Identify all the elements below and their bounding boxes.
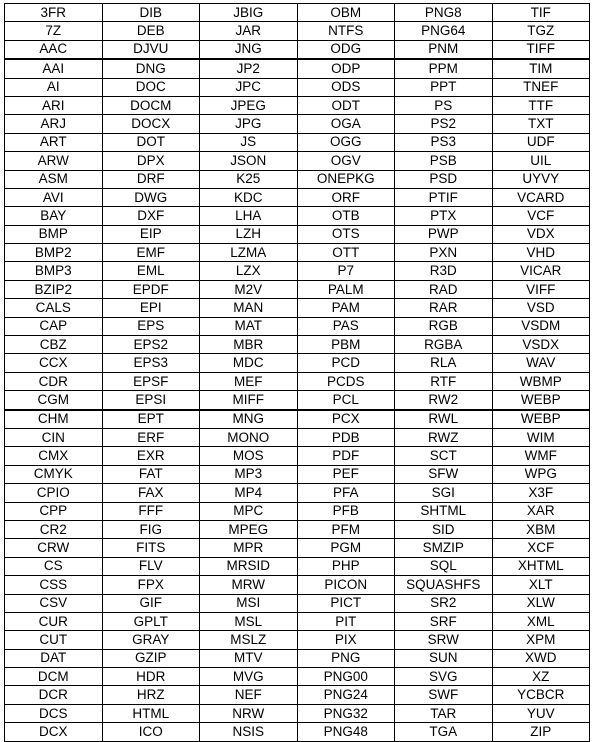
table-cell: PICT xyxy=(297,594,395,612)
table-cell: CRW xyxy=(5,539,103,557)
table-cell: EPSI xyxy=(102,391,200,410)
table-cell: DJVU xyxy=(102,40,200,59)
table-cell: MONO xyxy=(200,428,298,446)
table-cell: ODG xyxy=(297,40,395,59)
table-cell: GIF xyxy=(102,594,200,612)
table-row xyxy=(5,354,590,372)
table-cell: PBM xyxy=(297,336,395,354)
table-cell: CHM xyxy=(5,410,103,429)
table-cell: MP3 xyxy=(200,465,298,483)
table-row xyxy=(5,207,590,225)
table-cell: MPR xyxy=(200,539,298,557)
table-cell: EPS2 xyxy=(102,336,200,354)
table-cell: SCT xyxy=(395,447,493,465)
file-format-table-body xyxy=(5,4,590,742)
table-row xyxy=(5,244,590,262)
table-cell: PIX xyxy=(297,631,395,649)
table-row xyxy=(5,428,590,446)
table-cell: PCX xyxy=(297,410,395,429)
table-cell: PWP xyxy=(395,225,493,243)
table-cell: TIFF xyxy=(492,40,590,59)
table-cell: FPX xyxy=(102,576,200,594)
table-cell: SUN xyxy=(395,649,493,667)
table-cell: RWL xyxy=(395,410,493,429)
table-cell: CGM xyxy=(5,391,103,410)
table-cell: XAR xyxy=(492,502,590,520)
table-cell: VSD xyxy=(492,299,590,317)
table-cell: EXR xyxy=(102,447,200,465)
table-cell: PEF xyxy=(297,465,395,483)
table-cell: CIN xyxy=(5,428,103,446)
table-cell: XHTML xyxy=(492,557,590,575)
table-cell: TXT xyxy=(492,115,590,133)
table-cell: BMP2 xyxy=(5,244,103,262)
table-cell: GZIP xyxy=(102,649,200,667)
table-row xyxy=(5,317,590,335)
table-cell: P7 xyxy=(297,262,395,280)
table-cell: TAR xyxy=(395,704,493,722)
table-cell: BMP3 xyxy=(5,262,103,280)
table-cell: ART xyxy=(5,133,103,151)
table-cell: PICON xyxy=(297,576,395,594)
table-cell: RGBA xyxy=(395,336,493,354)
table-cell: HRZ xyxy=(102,686,200,704)
table-cell: DOC xyxy=(102,78,200,96)
table-row xyxy=(5,188,590,206)
table-cell: WPG xyxy=(492,465,590,483)
table-row xyxy=(5,465,590,483)
table-cell: JSON xyxy=(200,152,298,170)
table-cell: WMF xyxy=(492,447,590,465)
table-row xyxy=(5,612,590,630)
table-row xyxy=(5,484,590,502)
table-cell: LHA xyxy=(200,207,298,225)
table-cell: SMZIP xyxy=(395,539,493,557)
table-cell: MSLZ xyxy=(200,631,298,649)
table-cell: GPLT xyxy=(102,612,200,630)
table-cell: PS2 xyxy=(395,115,493,133)
table-cell: OGG xyxy=(297,133,395,151)
table-cell: TIF xyxy=(492,4,590,22)
table-cell: MRW xyxy=(200,576,298,594)
table-cell: EPDF xyxy=(102,280,200,298)
table-cell: PDB xyxy=(297,428,395,446)
table-cell: EPT xyxy=(102,410,200,429)
table-cell: FFF xyxy=(102,502,200,520)
table-cell: VICAR xyxy=(492,262,590,280)
table-cell: PPM xyxy=(395,59,493,78)
table-cell: ODP xyxy=(297,59,395,78)
table-cell: CPIO xyxy=(5,484,103,502)
table-cell: MRSID xyxy=(200,557,298,575)
table-cell: DRF xyxy=(102,170,200,188)
table-row xyxy=(5,502,590,520)
table-cell: PNM xyxy=(395,40,493,59)
table-cell: ODS xyxy=(297,78,395,96)
table-cell: AAI xyxy=(5,59,103,78)
table-cell: SHTML xyxy=(395,502,493,520)
table-cell: PGM xyxy=(297,539,395,557)
table-cell: ZIP xyxy=(492,723,590,741)
table-cell: CSS xyxy=(5,576,103,594)
table-cell: NTFS xyxy=(297,22,395,40)
table-cell: NEF xyxy=(200,686,298,704)
table-cell: K25 xyxy=(200,170,298,188)
table-cell: FAX xyxy=(102,484,200,502)
table-cell: PFB xyxy=(297,502,395,520)
table-cell: JP2 xyxy=(200,59,298,78)
table-cell: CCX xyxy=(5,354,103,372)
table-row xyxy=(5,133,590,151)
table-cell: WIM xyxy=(492,428,590,446)
table-cell: OTT xyxy=(297,244,395,262)
table-cell: CSV xyxy=(5,594,103,612)
table-cell: PFA xyxy=(297,484,395,502)
table-cell: FLV xyxy=(102,557,200,575)
table-cell: RGB xyxy=(395,317,493,335)
table-cell: LZH xyxy=(200,225,298,243)
table-cell: 3FR xyxy=(5,4,103,22)
table-cell: HDR xyxy=(102,668,200,686)
table-cell: PNG24 xyxy=(297,686,395,704)
document-page xyxy=(4,3,590,742)
table-cell: R3D xyxy=(395,262,493,280)
table-cell: MIFF xyxy=(200,391,298,410)
table-cell: DPX xyxy=(102,152,200,170)
table-cell: TGZ xyxy=(492,22,590,40)
table-cell: PNG64 xyxy=(395,22,493,40)
table-cell: BMP xyxy=(5,225,103,243)
table-cell: NRW xyxy=(200,704,298,722)
table-cell: ARI xyxy=(5,96,103,114)
table-cell: PS xyxy=(395,96,493,114)
table-cell: SR2 xyxy=(395,594,493,612)
table-cell: JAR xyxy=(200,22,298,40)
table-cell: MDC xyxy=(200,354,298,372)
table-cell: DXF xyxy=(102,207,200,225)
table-cell: DIB xyxy=(102,4,200,22)
table-row xyxy=(5,520,590,538)
table-cell: EML xyxy=(102,262,200,280)
table-cell: PS3 xyxy=(395,133,493,151)
table-cell: SRW xyxy=(395,631,493,649)
table-cell: EIP xyxy=(102,225,200,243)
table-cell: ICO xyxy=(102,723,200,741)
table-cell: PCD xyxy=(297,354,395,372)
table-cell: XML xyxy=(492,612,590,630)
table-row xyxy=(5,336,590,354)
table-cell: CR2 xyxy=(5,520,103,538)
table-cell: MP4 xyxy=(200,484,298,502)
table-row xyxy=(5,22,590,40)
table-cell: MEF xyxy=(200,372,298,390)
table-cell: MBR xyxy=(200,336,298,354)
table-cell: KDC xyxy=(200,188,298,206)
table-cell: VCF xyxy=(492,207,590,225)
table-cell: TGA xyxy=(395,723,493,741)
table-cell: SID xyxy=(395,520,493,538)
table-cell: PNG00 xyxy=(297,668,395,686)
table-cell: YUV xyxy=(492,704,590,722)
table-cell: BAY xyxy=(5,207,103,225)
table-cell: ODT xyxy=(297,96,395,114)
table-row xyxy=(5,152,590,170)
table-cell: CMYK xyxy=(5,465,103,483)
table-row xyxy=(5,170,590,188)
table-cell: PNG xyxy=(297,649,395,667)
table-cell: MTV xyxy=(200,649,298,667)
table-cell: CAP xyxy=(5,317,103,335)
table-cell: BZIP2 xyxy=(5,280,103,298)
table-cell: ARW xyxy=(5,152,103,170)
table-cell: MPEG xyxy=(200,520,298,538)
table-cell: EPS3 xyxy=(102,354,200,372)
table-cell: SFW xyxy=(395,465,493,483)
table-cell: JPG xyxy=(200,115,298,133)
table-cell: CALS xyxy=(5,299,103,317)
table-cell: ARJ xyxy=(5,115,103,133)
table-cell: RAR xyxy=(395,299,493,317)
table-cell: 7Z xyxy=(5,22,103,40)
table-cell: DAT xyxy=(5,649,103,667)
table-row xyxy=(5,649,590,667)
table-row xyxy=(5,704,590,722)
table-cell: JS xyxy=(200,133,298,151)
table-cell: RW2 xyxy=(395,391,493,410)
table-cell: M2V xyxy=(200,280,298,298)
table-cell: VCARD xyxy=(492,188,590,206)
table-cell: PCL xyxy=(297,391,395,410)
table-cell: PFM xyxy=(297,520,395,538)
table-row xyxy=(5,299,590,317)
table-cell: TTF xyxy=(492,96,590,114)
table-cell: VDX xyxy=(492,225,590,243)
table-row xyxy=(5,225,590,243)
table-cell: XCF xyxy=(492,539,590,557)
table-cell: CMX xyxy=(5,447,103,465)
table-cell: WEBP xyxy=(492,391,590,410)
table-row xyxy=(5,447,590,465)
table-cell: TIM xyxy=(492,59,590,78)
table-row xyxy=(5,576,590,594)
table-cell: DEB xyxy=(102,22,200,40)
table-cell: VHD xyxy=(492,244,590,262)
table-cell: EPS xyxy=(102,317,200,335)
table-cell: EPI xyxy=(102,299,200,317)
table-cell: ASM xyxy=(5,170,103,188)
table-row xyxy=(5,262,590,280)
table-cell: JPEG xyxy=(200,96,298,114)
table-cell: XBM xyxy=(492,520,590,538)
table-cell: VIFF xyxy=(492,280,590,298)
table-cell: XZ xyxy=(492,668,590,686)
table-cell: PSB xyxy=(395,152,493,170)
table-cell: XLW xyxy=(492,594,590,612)
table-cell: SGI xyxy=(395,484,493,502)
table-row xyxy=(5,78,590,96)
table-cell: OTS xyxy=(297,225,395,243)
table-cell: PSD xyxy=(395,170,493,188)
table-cell: OBM xyxy=(297,4,395,22)
table-cell: ORF xyxy=(297,188,395,206)
table-row xyxy=(5,372,590,390)
table-cell: PAS xyxy=(297,317,395,335)
table-row xyxy=(5,668,590,686)
table-cell: RLA xyxy=(395,354,493,372)
table-cell: PALM xyxy=(297,280,395,298)
table-cell: UYVY xyxy=(492,170,590,188)
table-cell: UIL xyxy=(492,152,590,170)
table-cell: EPSF xyxy=(102,372,200,390)
table-row xyxy=(5,391,590,410)
table-cell: PPT xyxy=(395,78,493,96)
table-cell: OTB xyxy=(297,207,395,225)
table-row xyxy=(5,723,590,741)
table-row xyxy=(5,280,590,298)
table-cell: DCS xyxy=(5,704,103,722)
table-row xyxy=(5,686,590,704)
table-cell: WEBP xyxy=(492,410,590,429)
table-cell: ONEPKG xyxy=(297,170,395,188)
table-cell: FIG xyxy=(102,520,200,538)
table-cell: MSL xyxy=(200,612,298,630)
table-row xyxy=(5,4,590,22)
table-cell: XLT xyxy=(492,576,590,594)
table-cell: TNEF xyxy=(492,78,590,96)
table-cell: SVG xyxy=(395,668,493,686)
table-cell: XWD xyxy=(492,649,590,667)
table-cell: MAN xyxy=(200,299,298,317)
table-cell: FITS xyxy=(102,539,200,557)
table-cell: PNG48 xyxy=(297,723,395,741)
table-cell: JNG xyxy=(200,40,298,59)
table-cell: LZMA xyxy=(200,244,298,262)
table-cell: MSI xyxy=(200,594,298,612)
table-cell: ERF xyxy=(102,428,200,446)
table-row xyxy=(5,557,590,575)
table-cell: PXN xyxy=(395,244,493,262)
table-cell: UDF xyxy=(492,133,590,151)
table-row xyxy=(5,539,590,557)
table-row xyxy=(5,631,590,649)
table-row xyxy=(5,594,590,612)
table-cell: DCX xyxy=(5,723,103,741)
table-cell: AAC xyxy=(5,40,103,59)
table-cell: VSDX xyxy=(492,336,590,354)
table-cell: YCBCR xyxy=(492,686,590,704)
table-cell: XPM xyxy=(492,631,590,649)
table-row xyxy=(5,115,590,133)
file-format-table xyxy=(4,3,590,742)
table-cell: FAT xyxy=(102,465,200,483)
table-cell: GRAY xyxy=(102,631,200,649)
table-cell: X3F xyxy=(492,484,590,502)
table-cell: CUT xyxy=(5,631,103,649)
table-cell: DWG xyxy=(102,188,200,206)
table-cell: OGA xyxy=(297,115,395,133)
table-cell: MOS xyxy=(200,447,298,465)
table-cell: SQL xyxy=(395,557,493,575)
table-cell: PTX xyxy=(395,207,493,225)
table-cell: RWZ xyxy=(395,428,493,446)
table-cell: PDF xyxy=(297,447,395,465)
table-cell: WAV xyxy=(492,354,590,372)
table-cell: RAD xyxy=(395,280,493,298)
table-cell: LZX xyxy=(200,262,298,280)
table-cell: RTF xyxy=(395,372,493,390)
table-cell: PNG8 xyxy=(395,4,493,22)
table-cell: VSDM xyxy=(492,317,590,335)
table-row xyxy=(5,40,590,59)
table-cell: MNG xyxy=(200,410,298,429)
table-cell: HTML xyxy=(102,704,200,722)
table-cell: DOCX xyxy=(102,115,200,133)
table-cell: NSIS xyxy=(200,723,298,741)
table-cell: DCR xyxy=(5,686,103,704)
table-cell: CS xyxy=(5,557,103,575)
table-cell: SWF xyxy=(395,686,493,704)
table-cell: DCM xyxy=(5,668,103,686)
table-cell: AI xyxy=(5,78,103,96)
table-cell: PIT xyxy=(297,612,395,630)
table-cell: MAT xyxy=(200,317,298,335)
table-cell: JBIG xyxy=(200,4,298,22)
table-row xyxy=(5,59,590,78)
table-cell: AVI xyxy=(5,188,103,206)
table-cell: PTIF xyxy=(395,188,493,206)
table-cell: PHP xyxy=(297,557,395,575)
table-cell: CDR xyxy=(5,372,103,390)
table-cell: PAM xyxy=(297,299,395,317)
table-cell: PNG32 xyxy=(297,704,395,722)
table-row xyxy=(5,410,590,429)
table-cell: DOCM xyxy=(102,96,200,114)
table-cell: MPC xyxy=(200,502,298,520)
table-cell: JPC xyxy=(200,78,298,96)
table-cell: PCDS xyxy=(297,372,395,390)
table-cell: WBMP xyxy=(492,372,590,390)
table-cell: CPP xyxy=(5,502,103,520)
table-cell: CUR xyxy=(5,612,103,630)
table-cell: SQUASHFS xyxy=(395,576,493,594)
table-cell: EMF xyxy=(102,244,200,262)
table-cell: OGV xyxy=(297,152,395,170)
table-cell: DOT xyxy=(102,133,200,151)
table-cell: DNG xyxy=(102,59,200,78)
table-cell: MVG xyxy=(200,668,298,686)
table-row xyxy=(5,96,590,114)
table-cell: CBZ xyxy=(5,336,103,354)
table-cell: SRF xyxy=(395,612,493,630)
